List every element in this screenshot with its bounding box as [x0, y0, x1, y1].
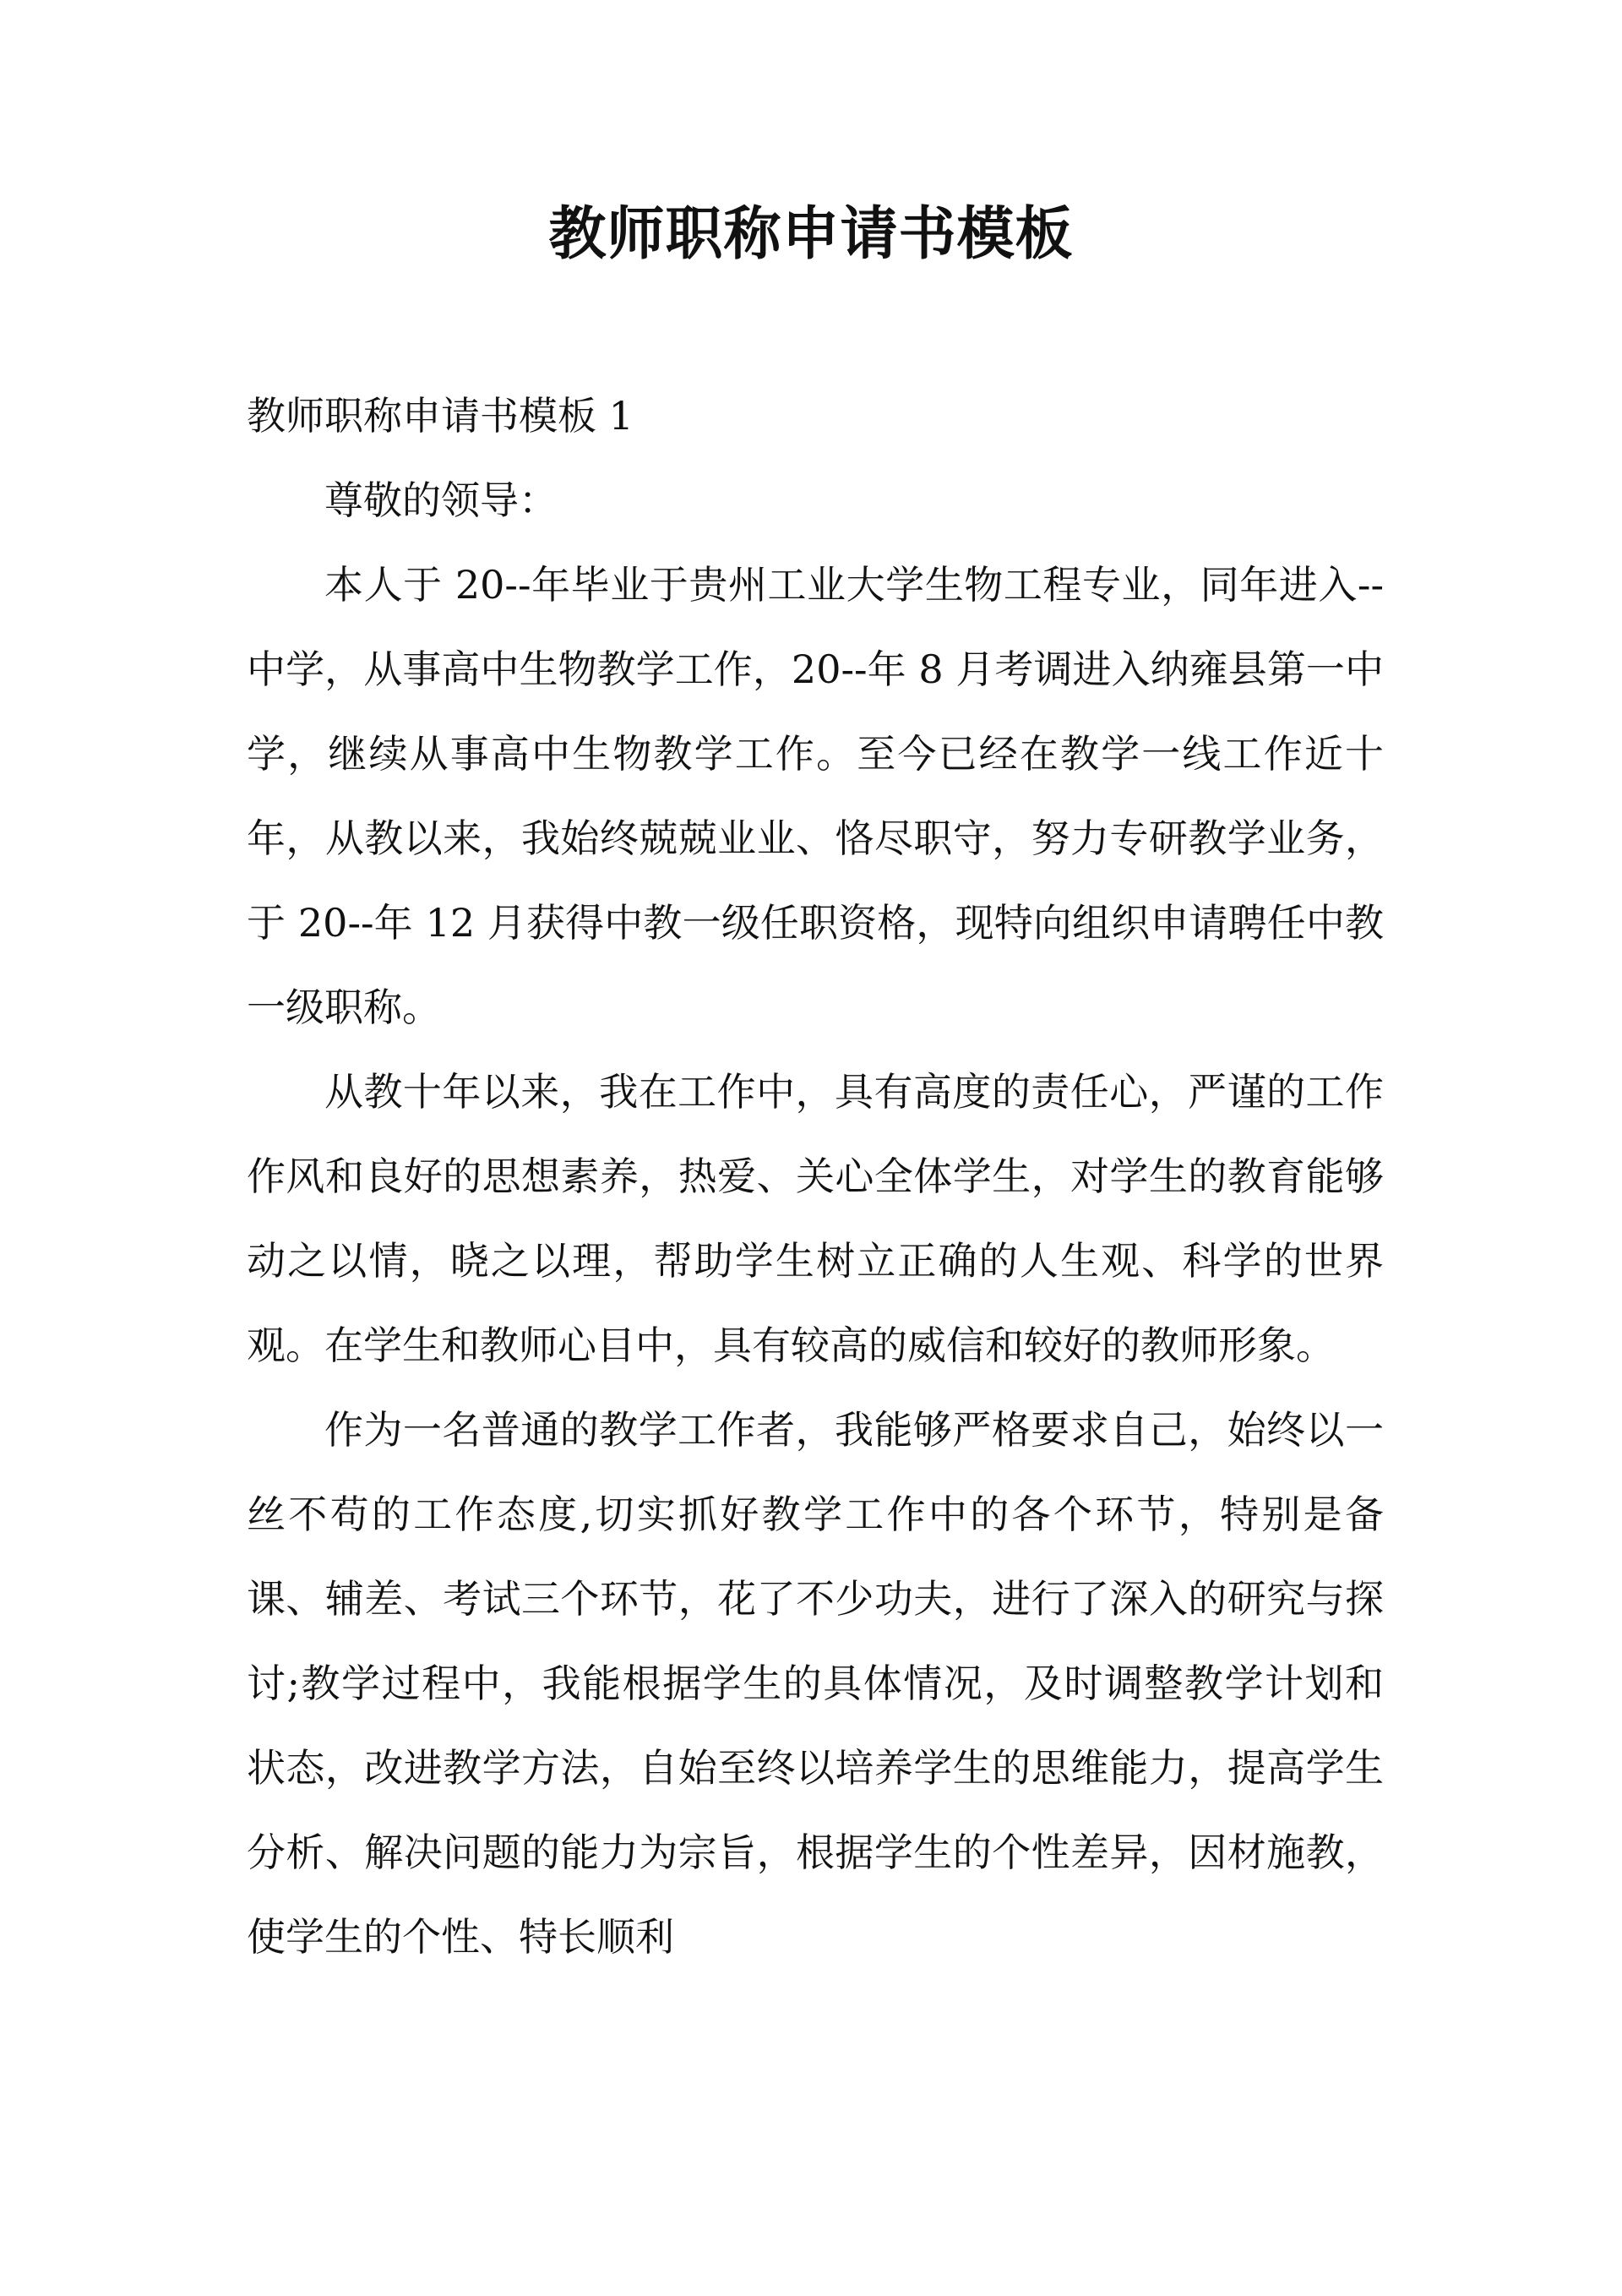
paragraph: 从教十年以来，我在工作中，具有高度的责任心，严谨的工作作风和良好的思想素养，热爱、关心全体学生，对学生的教育能够动之以情，晓之以理，帮助学生树立正确的人生观、科学的世界观。在学生和教师心目中，具有较高的威信和较好的教师形象。	[247, 1069, 1384, 1368]
paragraph: 作为一名普通的教学工作者，我能够严格要求自己，始终以一丝不苟的工作态度,切实抓好教学工作中的各个环节，特别是备课、辅差、考试三个环节，花了不少功夫，进行了深入的研究与探讨;教学过程中，我能根据学生的具体情况，及时调整教学计划和状态，改进教学方法，自始至终以培养学生的思维能力，提高学生分析、解决问题的能力为宗旨，根据学生的个性差异，因材施教，使学生的个性、特长顺利	[247, 1407, 1384, 1960]
section-heading: 教师职称申请书模板 1	[247, 393, 634, 439]
document-body	[247, 374, 1384, 1979]
greeting: 尊敬的领导：	[324, 477, 558, 523]
document-title: 教师职称申请书模板	[548, 200, 1074, 268]
paragraph: 本人于 20--年毕业于贵州工业大学生物工程专业，同年进入--中学，从事高中生物教学工作，20--年 8 月考调进入纳雍县第一中学，继续从事高中生物教学工作。至今已经在教学一线工作近十年，从教以来，我始终兢兢业业、恪尽职守，努力专研教学业务，于 20--年 12 月获得中教一级任职资格，现特向组织申请聘任中教一级职称。	[247, 562, 1384, 1030]
